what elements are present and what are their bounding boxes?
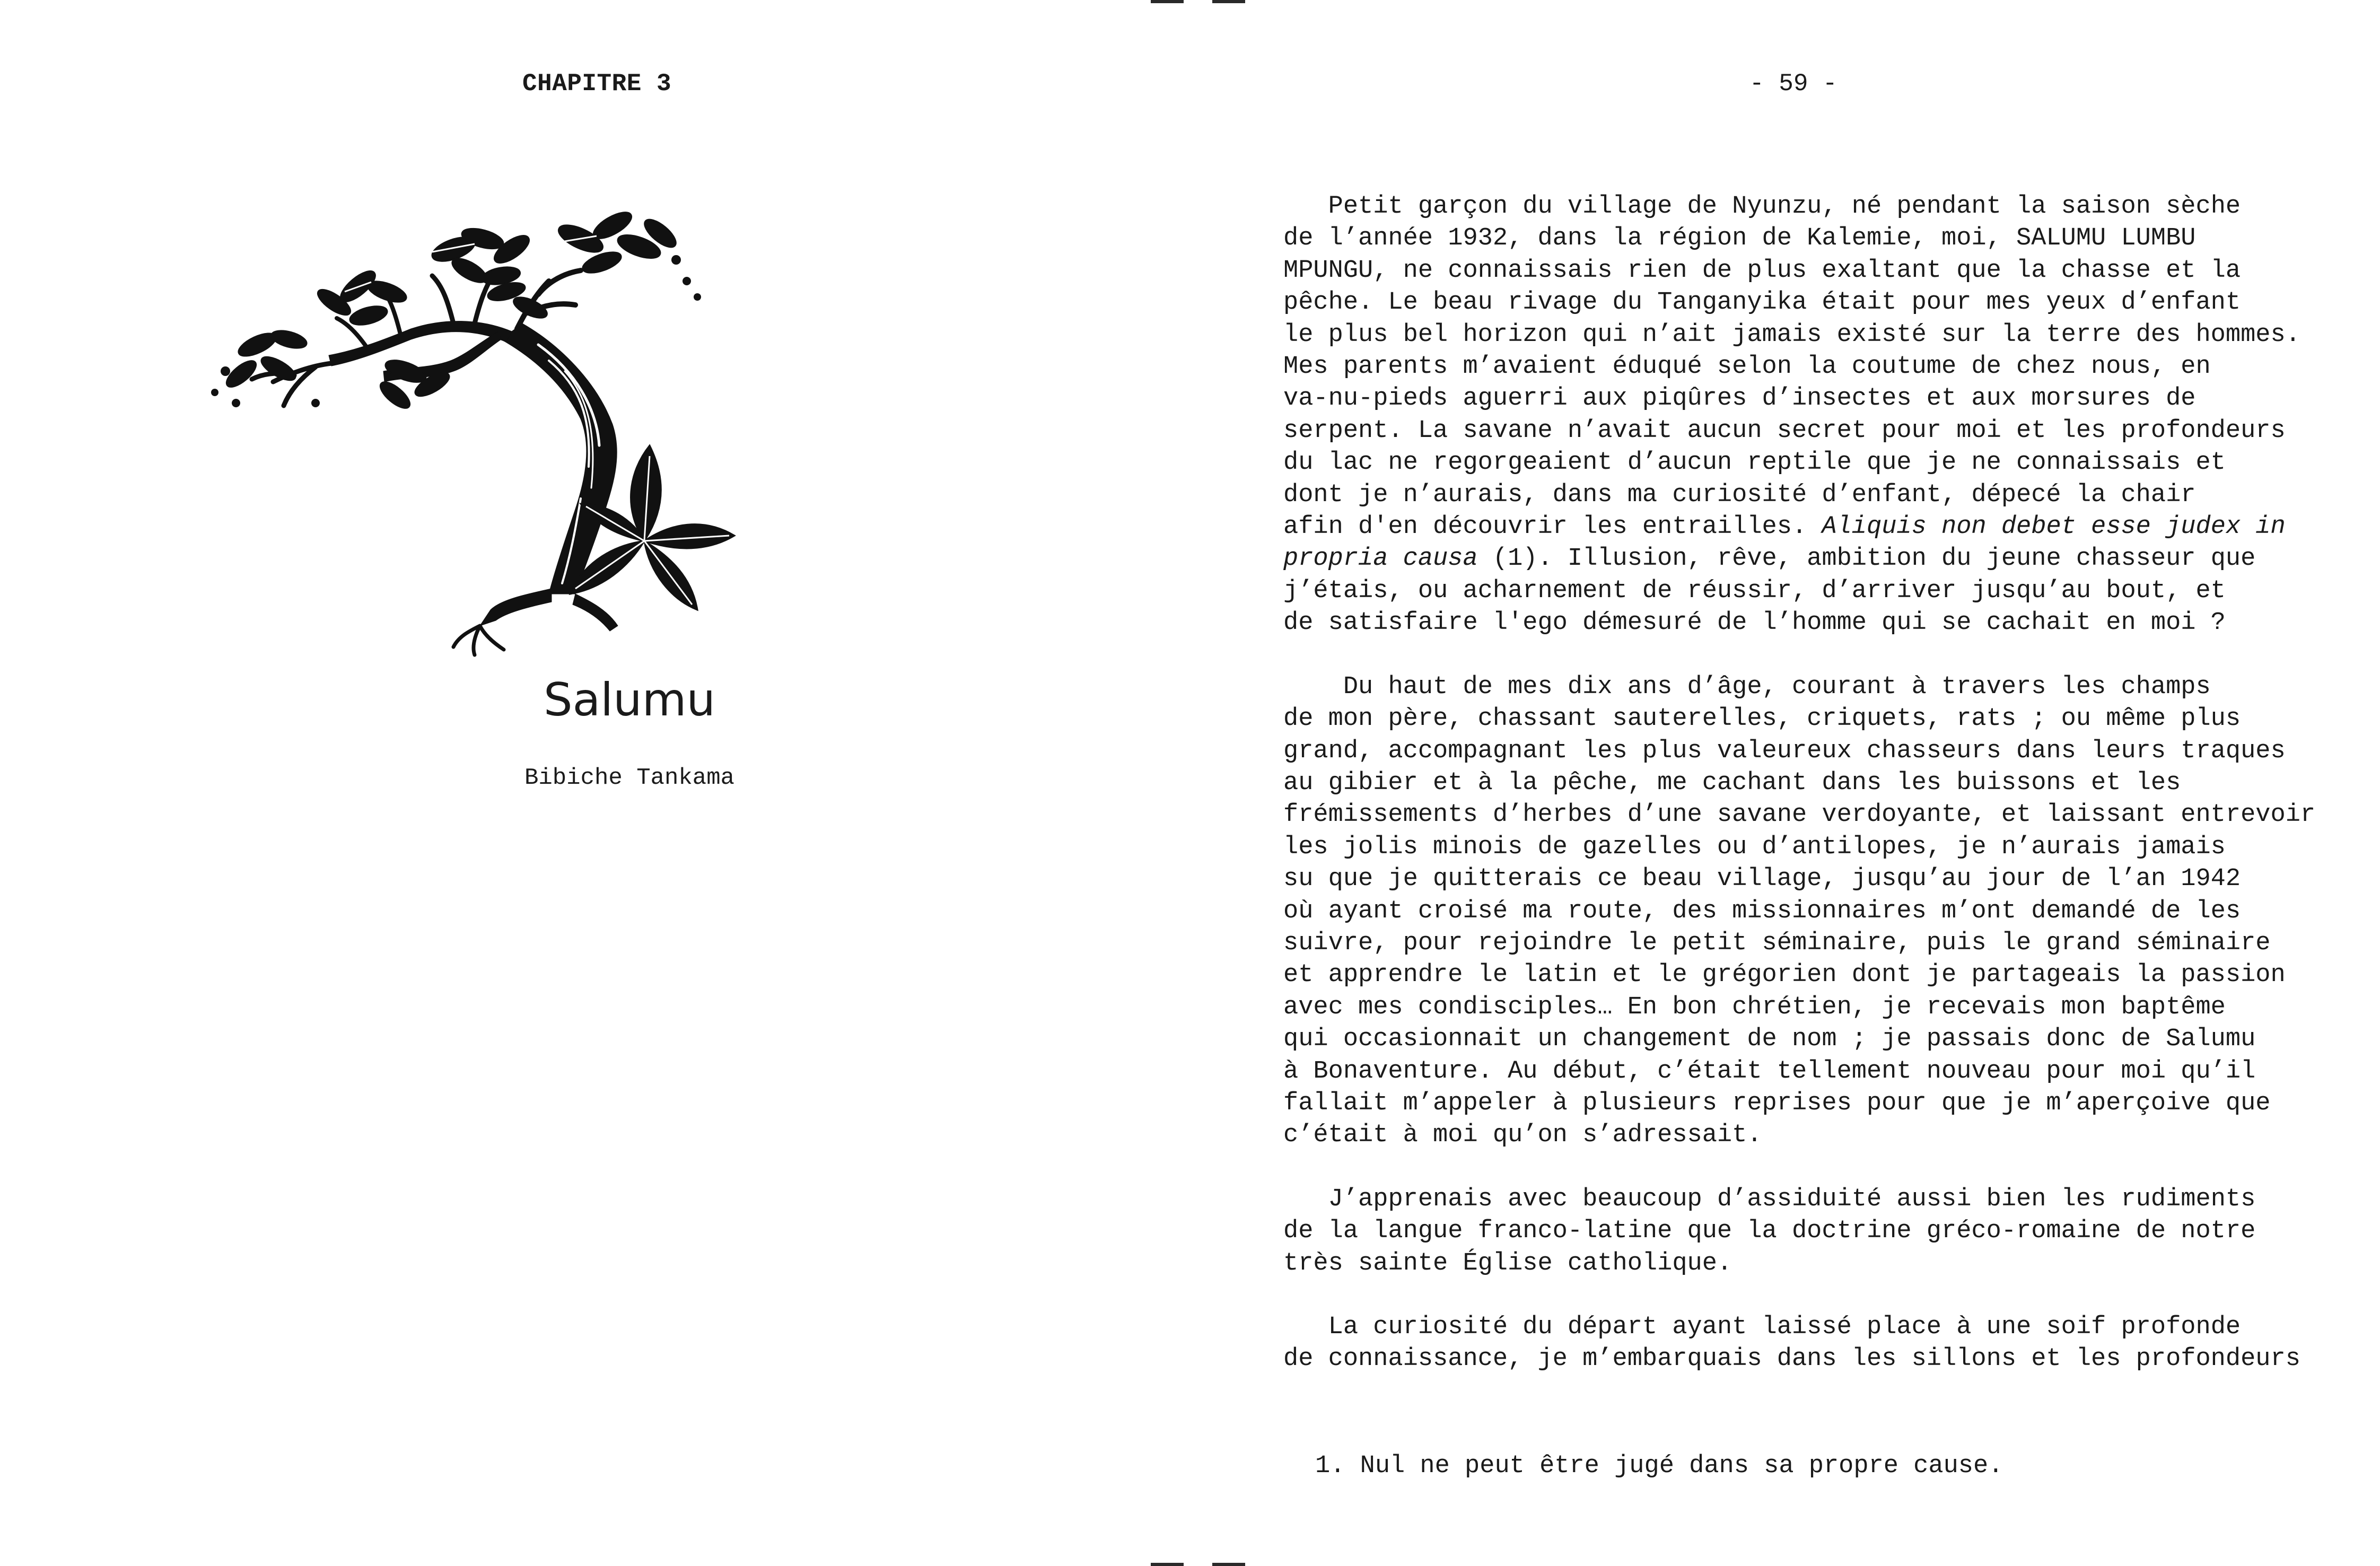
chapter-label: CHAPITRE 3: [522, 70, 672, 98]
body-text: [1283, 191, 2323, 1407]
story-title: Salumu: [544, 673, 715, 727]
latin-quote: Aliquis non debet esse judex in propria causa: [1283, 513, 2286, 573]
paragraph-2: Du haut de mes dix ans d’âge, courant à travers les champs de mon père, chassant sauterelles, criquets, rats ; ou même plus grand, accompagnant les plus valeureux chasseurs dans leurs traques au gibier et à la pêche, me cachant dans les buissons et les frémissements d’herbes d’une savane verdoyante, et laissant entrevoir les jolis minois de gazelles ou d’antilopes, je n’aurais jamais su que je quitterais ce beau village, jusqu’au jour de l’an 1942 où ayant croisé ma route, des missionnaires m’ont demandé de les suivre, pour rejoindre le petit séminaire, puis le grand séminaire et apprendre le latin et le grégorien dont je partageais la passion avec mes condisciples… En bon chrétien, je recevais mon baptême qui occasionnait un changement de nom ; je passais donc de Salumu à Bonaventure. Au début, c’était tellement nouveau pour moi qu’il fallait m’appeler à plusieurs reprises pour que je m’aperçoive que c’était à moi qu’on s’adressait.: [1283, 672, 2316, 1150]
page-number: - 59 -: [1749, 70, 1838, 98]
tree-woodcut-illustration: [156, 170, 750, 673]
footnote: 1. Nul ne peut être jugé dans sa propre cause.: [1315, 1452, 2003, 1480]
right-page: [1190, 0, 2380, 1566]
paragraph-4: La curiosité du départ ayant laissé place à une soif profonde de connaissance, je m’embarquais dans les sillons et les profondeurs: [1283, 1313, 2300, 1373]
paragraph-1-continuation: (1). Illusion, rêve, ambition du jeune chasseur que j’étais, ou acharnement de réussir, d’arriver jusqu’au bout, et de satisfaire l'ego démesuré de l’homme qui se cachait en moi ?: [1283, 545, 2256, 637]
paragraph-1: [1283, 191, 2323, 640]
author-name: Bibiche Tankama: [524, 765, 735, 791]
paragraph-1-text: Petit garçon du village de Nyunzu, né pendant la saison sèche de l’année 1932, dans la région de Kalemie, moi, SALUMU LUMBU MPUNGU, ne connaissais rien de plus exaltant que la chasse et la pêche. Le beau rivage du Tanganyika était pour mes yeux d’enfant le plus bel horizon qui n’ait jamais existé sur la terre des hommes. Mes parents m’avaient éduqué selon la coutume de chez nous, en va-nu-pieds aguerri aux piqûres d’insectes et aux morsures de serpent. La savane n’avait aucun secret pour moi et les profondeurs du lac ne regorgeaient d’aucun reptile que je ne connaissais et dont je n’aurais, dans ma curiosité d’enfant, dépecé la chair afin d'en découvrir les entrailles.: [1283, 193, 2300, 541]
paragraph-3: J’apprenais avec beaucoup d’assiduité aussi bien les rudiments de la langue franco-latine que la doctrine gréco-romaine de notre très sainte Église catholique.: [1283, 1185, 2256, 1278]
tree-icon: [156, 170, 750, 673]
